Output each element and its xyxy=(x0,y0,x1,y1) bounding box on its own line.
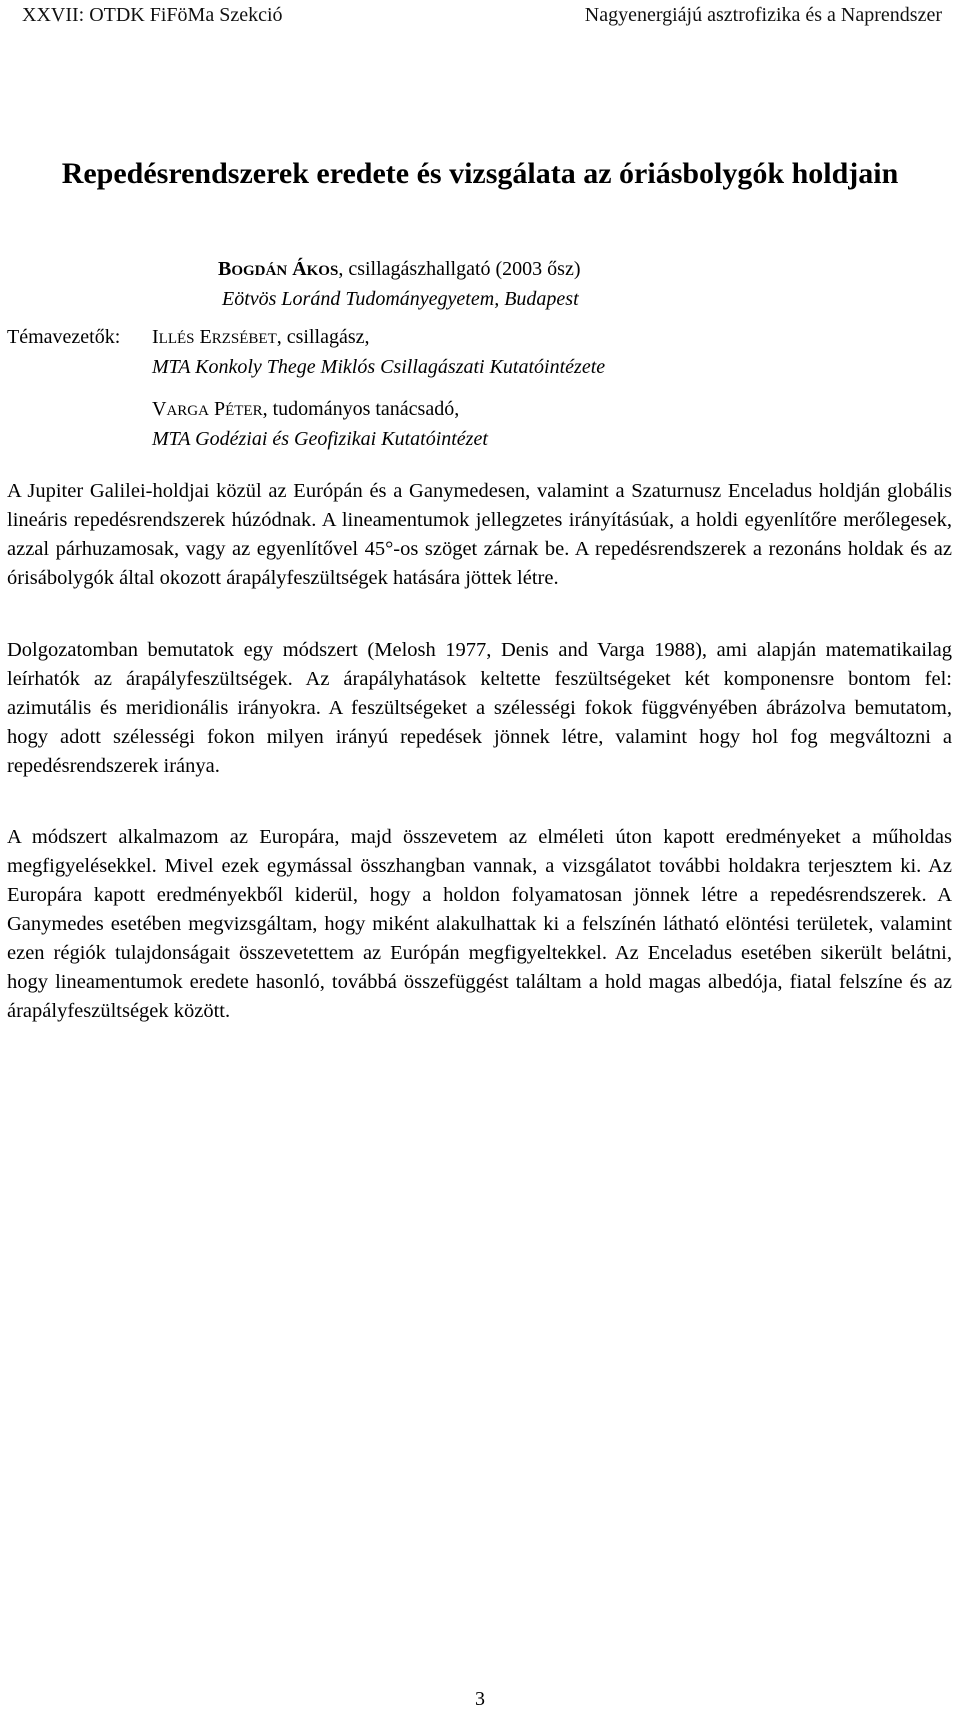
supervisor-1: ILLÉS ERZSÉBET, csillagász, xyxy=(152,326,370,348)
abstract-paragraph-3: A módszert alkalmazom az Europára, majd összevetem az elméleti úton kapott eredményeket a műholdas megfigyelésekkel. Mivel ezek egymással összhangban vannak, a vizsgálatot további holdakra terjesztem ki. Az Europára kapott eredményekből kiderül, hogy a holdon folyamatosan jönnek létre a repedésrendszerek. A Ganymedes esetében megvizsgáltam, hogy miként alakulhattak ki a felszínén látható elöntési területek, valamint ezen régiók tulajdonságait összevetettem az Európán megfigyeltekkel. Az Enceladus esetében sikerült belátni, hogy lineamentumok eredete hasonló, továbbá összefüggést találtam a hold magas albedója, fiatal felszíne és az árapályfeszültségek között. xyxy=(7,826,952,1022)
author-role: , csillagászhallgató (2003 ősz) xyxy=(338,258,581,280)
page-number: 3 xyxy=(475,1688,485,1710)
abstract-paragraph-1: A Jupiter Galilei-holdjai közül az Európán és a Ganymedesen, valamint a Szaturnusz Enceladus holdján globális lineáris repedésrendszerek húzódnak. A lineamentumok jellegzetes irányításúak, a holdi egyenlítőre merőlegesek, azzal párhuzamosak, vagy az egyenlítővel 45°-os szöget zárnak be. A repedésrendszerek a rezonáns holdak és az órisábolygók által okozott árapályfeszültségek hatására jöttek létre. xyxy=(7,480,952,589)
supervisors-label: Témavezetők: xyxy=(7,326,121,348)
author-name: BOGDÁN ÁKOS xyxy=(218,258,339,280)
supervisor-2-affiliation: MTA Godéziai és Geofizikai Kutatóintézet xyxy=(152,428,488,450)
header-left: XXVII: OTDK FiFöMa Szekció xyxy=(22,4,283,26)
author-line xyxy=(218,258,580,281)
header-right: Nagyenergiájú asztrofizika és a Naprendszer xyxy=(584,4,942,26)
paper-title: Repedésrendszerek eredete és vizsgálata az óriásbolygók holdjain xyxy=(61,157,899,190)
abstract-paragraph-2: Dolgozatomban bemutatok egy módszert (Melosh 1977, Denis and Varga 1988), ami alapján matematikailag leírhatók az árapályfeszültségek. Az árapályhatások keltette feszültségeket két komponensre bontom fel: azimutális és meridionális irányokra. A feszültségeket a szélességi fokok függvényében ábrázolva bemutatom, hogy adott szélességi fokon milyen irányú repedések jönnek létre, valamint hogy hol fog megváltozni a repedésrendszerek iránya. xyxy=(7,639,952,777)
supervisor-1-affiliation: MTA Konkoly Thege Miklós Csillagászati Kutatóintézete xyxy=(152,356,606,378)
supervisor-2: VARGA PÉTER, tudományos tanácsadó, xyxy=(152,398,460,420)
running-header xyxy=(0,4,960,36)
author-affiliation: Eötvös Loránd Tudományegyetem, Budapest xyxy=(222,288,579,310)
